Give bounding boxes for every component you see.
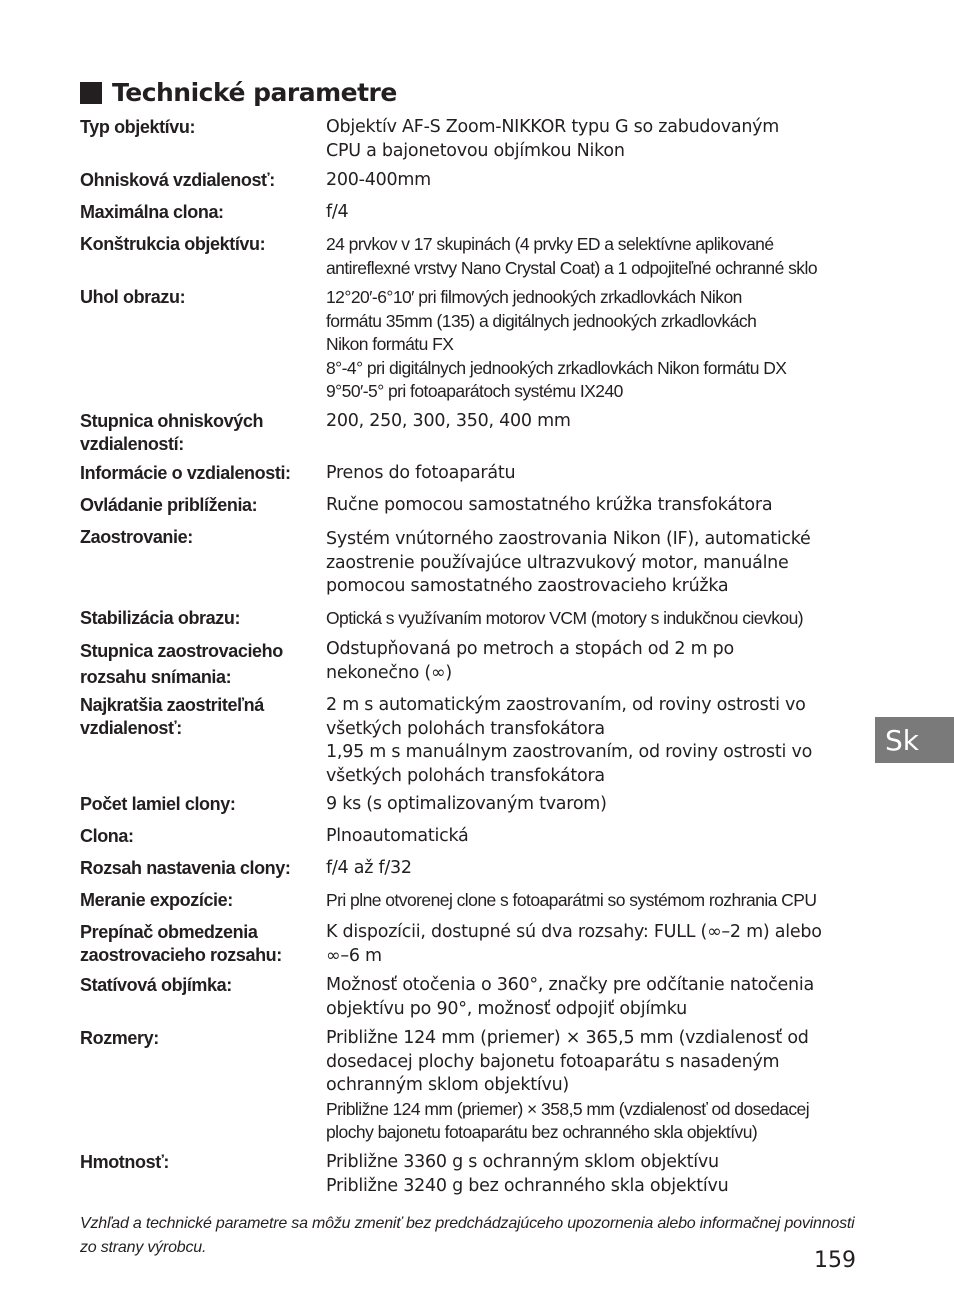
spec-label: Uhol obrazu: (80, 287, 186, 307)
spec-value: Optická s využívaním motorov VCM (motory s indukčnou cievkou) (326, 608, 804, 628)
spec-value: Objektív AF-S Zoom-NIKKOR typu G so zabudovaným CPU a bajonetovou objímkou Nikon (326, 117, 780, 161)
spec-label: Statívová objímka: (80, 975, 232, 995)
spec-value: Približne 124 mm (priemer) × 365,5 mm (vzdialenosť od dosedacej plochy bajonetu fotoaparátu s nasadeným ochranným sklom objektívu) Približne 124 mm (priemer) × 358,5 mm (vzdialenosť od dosedacej plochy bajonetu fotoaparátu bez ochranného skla objektívu) (326, 1028, 810, 1142)
spec-value: f/4 (326, 202, 349, 222)
heading-square-icon (80, 82, 102, 104)
spec-value: 24 prvkov v 17 skupinách (4 prvky ED a selektívne aplikované antireflexné vrstvy Nano Crystal Coat) a 1 odpojiteľné ochranné sklo (326, 234, 818, 278)
footnote: Vzhľad a technické parametre sa môžu zmeniť bez predchádzajúceho upozornenia alebo informačnej povinnosti zo strany výrobcu. (80, 1215, 855, 1256)
spec-value: Odstupňovaná po metroch a stopách od 2 m po nekonečno (∞) (326, 639, 734, 683)
spec-label: Stupnica zaostrovacieho rozsahu snímania: (80, 641, 283, 687)
spec-value: Možnosť otočenia o 360°, značky pre odčítanie natočenia objektívu po 90°, možnosť odpojiť objímku (326, 975, 814, 1019)
spec-label: Typ objektívu: (80, 117, 196, 137)
spec-value: Plnoautomatická (326, 826, 469, 846)
spec-value: f/4 až f/32 (326, 858, 412, 878)
spec-label: Rozmery: (80, 1028, 159, 1048)
spec-label: Konštrukcia objektívu: (80, 234, 266, 254)
spec-value: 9 ks (s optimalizovaným tvarom) (326, 794, 607, 814)
spec-value: 200, 250, 300, 350, 400 mm (326, 411, 571, 431)
page-number: 159 (814, 1248, 856, 1273)
spec-label: Počet lamiel clony: (80, 794, 236, 814)
spec-label: Clona: (80, 826, 134, 846)
spec-label: Ovládanie priblíženia: (80, 495, 258, 515)
spec-value: Systém vnútorného zaostrovania Nikon (IF), automatické zaostrenie používajúce ultrazvukový motor, manuálne pomocou samostatného zaostrovacieho krúžka (326, 529, 811, 596)
spec-value: 2 m s automatickým zaostrovaním, od roviny ostrosti vo všetkých polohách transfokátora 1,95 m s manuálnym zaostrovaním, od roviny ostrosti vo všetkých polohách transfokátora (326, 695, 813, 786)
page-title: Technické parametre (112, 78, 397, 107)
spec-value: Približne 3360 g s ochranným sklom objektívu Približne 3240 g bez ochranného skla objektívu (326, 1152, 729, 1196)
language-tab: Sk (875, 717, 954, 763)
spec-label: Maximálna clona: (80, 202, 224, 222)
spec-value: Prenos do fotoaparátu (326, 463, 516, 483)
spec-value: Pri plne otvorenej clone s fotoaparátmi so systémom rozhrania CPU (326, 890, 817, 910)
spec-value: 12°20′-6°10′ pri filmových jednookých zrkadlovkách Nikon formátu 35mm (135) a digitálnych jednookých zrkadlovkách Nikon formátu FX 8°-4° pri digitálnych jednookých zrkadlovkách Nikon formátu DX 9°50′-5° pri fotoaparátoch systému IX240 (326, 287, 787, 401)
spec-value: K dispozícii, dostupné sú dva rozsahy: FULL (∞–2 m) alebo ∞–6 m (326, 922, 822, 966)
spec-label: Stupnica ohniskových vzdialeností: (80, 411, 264, 454)
spec-label: Hmotnosť: (80, 1152, 170, 1172)
spec-label: Prepínač obmedzenia zaostrovacieho rozsahu: (80, 922, 282, 965)
spec-label: Zaostrovanie: (80, 527, 193, 547)
spec-label: Ohnisková vzdialenosť: (80, 170, 275, 190)
section-heading (80, 78, 397, 107)
spec-label: Informácie o vzdialenosti: (80, 463, 291, 483)
spec-label: Rozsah nastavenia clony: (80, 858, 291, 878)
spec-value: Ručne pomocou samostatného krúžka transfokátora (326, 495, 773, 515)
spec-label: Meranie expozície: (80, 890, 233, 910)
spec-value: 200-400mm (326, 170, 431, 190)
spec-label: Najkratšia zaostriteľná vzdialenosť: (80, 695, 264, 738)
spec-label: Stabilizácia obrazu: (80, 608, 241, 628)
